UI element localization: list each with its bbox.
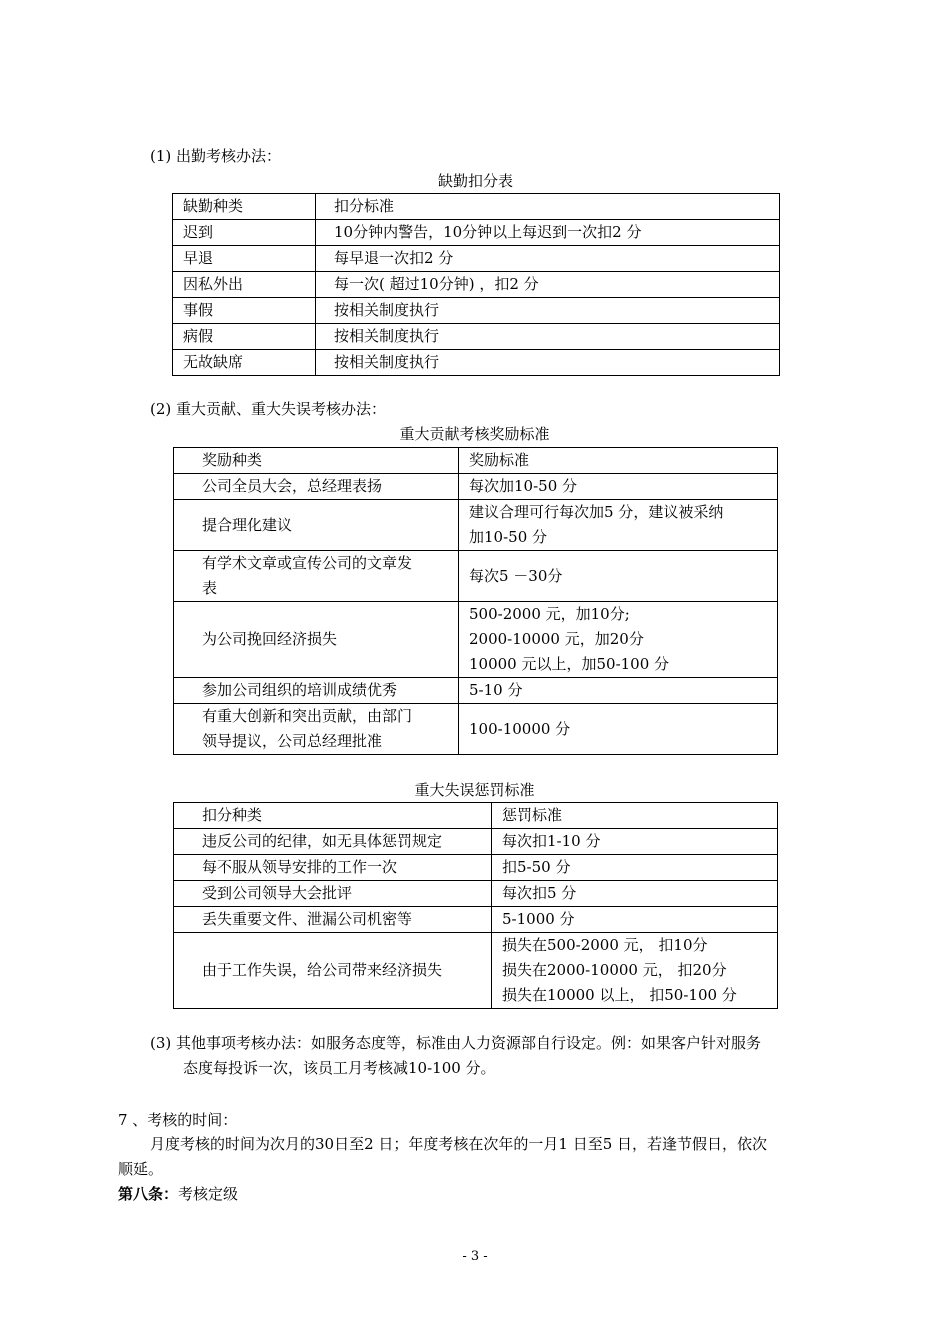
table-row <box>174 907 778 933</box>
table-cell: 每早退一次扣2 分 <box>316 246 780 272</box>
cell-line: 5-10 分 <box>469 681 523 699</box>
table-cell: 病假 <box>173 324 316 350</box>
cell-line: 500-2000 元，加10分; <box>469 605 630 623</box>
table-header-row <box>174 448 778 474</box>
table-cell <box>174 474 459 500</box>
section3-paragraph <box>150 1031 761 1081</box>
section2-heading: (2) 重大贡献、重大失误考核办法： <box>150 400 387 418</box>
table-cell: 早退 <box>173 246 316 272</box>
section1-heading: (1) 出勤考核办法： <box>150 147 282 165</box>
cell-line: 公司全员大会，总经理表扬 <box>202 477 383 495</box>
table-cell: 每一次( 超过10分钟) ，扣2 分 <box>316 272 780 298</box>
table-cell <box>174 855 492 881</box>
table-cell: 事假 <box>173 298 316 324</box>
table-cell: 按相关制度执行 <box>316 298 780 324</box>
table-row <box>174 500 778 551</box>
penalty-table-title: 重大失误惩罚标准 <box>414 781 535 799</box>
cell-line: 损失在500-2000 元， 扣10分 <box>502 936 708 954</box>
cell-line: 损失在10000 以上， 扣50-100 分 <box>502 986 737 1004</box>
section7-line1: 月度考核的时间为次月的30日至2 日；年度考核在次年的一月1 日至5 日，若逢节假日，依次 <box>150 1135 768 1153</box>
table-row <box>173 324 780 350</box>
absence-deduction-table <box>172 193 780 376</box>
cell-line: 建议合理可行每次加5 分，建议被采纳 <box>469 503 724 521</box>
table-cell <box>492 907 778 933</box>
table-cell <box>492 855 778 881</box>
section3-line2: 态度每投诉一次，该员工月考核减10-100 分。 <box>183 1059 496 1077</box>
table-cell: 按相关制度执行 <box>316 324 780 350</box>
table-cell <box>174 602 459 678</box>
table-cell <box>174 829 492 855</box>
table-cell <box>492 933 778 1009</box>
table-header-row <box>173 194 780 220</box>
cell-line: 扣5-50 分 <box>502 858 571 876</box>
cell-line: 有学术文章或宣传公司的文章发 <box>202 554 413 572</box>
table-row <box>173 246 780 272</box>
table-row <box>173 298 780 324</box>
table-cell: 迟到 <box>173 220 316 246</box>
cell-line: 提合理化建议 <box>202 515 293 534</box>
cell-line: 每次扣1-10 分 <box>502 832 601 850</box>
table-row <box>174 551 778 602</box>
cell-line: 受到公司领导大会批评 <box>202 884 353 902</box>
cell-line: 加10-50 分 <box>469 528 548 546</box>
table-cell <box>459 678 778 704</box>
cell-line: 参加公司组织的培训成绩优秀 <box>202 681 398 699</box>
table-cell <box>492 881 778 907</box>
cell-line: 违反公司的纪律，如无具体惩罚规定 <box>202 832 443 850</box>
table-cell <box>174 500 459 551</box>
table-cell <box>174 704 459 755</box>
cell-line: 每次扣5 分 <box>502 884 577 902</box>
section7-line2: 顺延。 <box>118 1160 164 1178</box>
table-cell <box>174 933 492 1009</box>
table-row <box>174 704 778 755</box>
reward-table-title: 重大贡献考核奖励标准 <box>399 425 550 443</box>
cell-line: 由于工作失误，给公司带来经济损失 <box>202 961 443 979</box>
table-header-row <box>174 803 778 829</box>
cell-line: 表 <box>202 579 218 597</box>
table-header-cell: 扣分标准 <box>316 194 780 220</box>
cell-line: 每次加10-50 分 <box>469 477 578 495</box>
table-cell: 按相关制度执行 <box>316 350 780 376</box>
table-cell <box>492 829 778 855</box>
cell-line: 100-10000 分 <box>469 719 571 738</box>
table-cell <box>174 551 459 602</box>
cell-line: 5-1000 分 <box>502 910 575 928</box>
table-cell <box>174 881 492 907</box>
table-header-cell: 奖励标准 <box>459 448 778 474</box>
table-row <box>173 350 780 376</box>
penalty-standard-table <box>173 802 778 1009</box>
article8-label: 第八条： <box>118 1185 179 1203</box>
cell-line: 领导提议，公司总经理批准 <box>202 732 383 750</box>
section3-line1: (3) 其他事项考核办法：如服务态度等，标准由人力资源部自行设定。例：如果客户针对服务 <box>150 1034 762 1052</box>
table-header-cell: 惩罚标准 <box>492 803 778 829</box>
section7-paragraph <box>118 1132 767 1182</box>
table-row <box>174 678 778 704</box>
table-header-cell: 扣分种类 <box>174 803 492 829</box>
table-row <box>173 220 780 246</box>
cell-line: 损失在2000-10000 元， 扣20分 <box>502 961 727 979</box>
table-row <box>174 474 778 500</box>
absence-table-title: 缺勤扣分表 <box>437 172 513 190</box>
cell-line: 2000-10000 元，加20分 <box>469 630 644 648</box>
reward-standard-table <box>173 447 778 755</box>
page-number: - 3 - <box>462 1249 488 1264</box>
table-cell <box>459 602 778 678</box>
table-cell <box>174 678 459 704</box>
table-header-cell: 缺勤种类 <box>173 194 316 220</box>
cell-line: 为公司挽回经济损失 <box>202 630 338 648</box>
table-row <box>174 855 778 881</box>
table-cell: 无故缺席 <box>173 350 316 376</box>
cell-line: 每次5 －30分 <box>469 566 563 585</box>
table-row <box>174 602 778 678</box>
table-row <box>173 272 780 298</box>
table-cell <box>459 500 778 551</box>
table-row <box>174 829 778 855</box>
table-cell <box>459 474 778 500</box>
cell-line: 丢失重要文件、泄漏公司机密等 <box>202 910 413 928</box>
table-cell: 10分钟内警告，10分钟以上每迟到一次扣2 分 <box>316 220 780 246</box>
table-cell <box>459 704 778 755</box>
cell-line: 有重大创新和突出贡献，由部门 <box>202 707 413 725</box>
cell-line: 每不服从领导安排的工作一次 <box>202 858 398 876</box>
table-cell: 因私外出 <box>173 272 316 298</box>
table-cell <box>459 551 778 602</box>
table-row <box>174 881 778 907</box>
table-header-cell: 奖励种类 <box>174 448 459 474</box>
article8-heading <box>118 1184 238 1204</box>
article8-text: 考核定级 <box>178 1185 239 1203</box>
section7-heading: 7 、考核的时间： <box>118 1111 238 1129</box>
table-row <box>174 933 778 1009</box>
cell-line: 10000 元以上，加50-100 分 <box>469 655 670 673</box>
table-cell <box>174 907 492 933</box>
